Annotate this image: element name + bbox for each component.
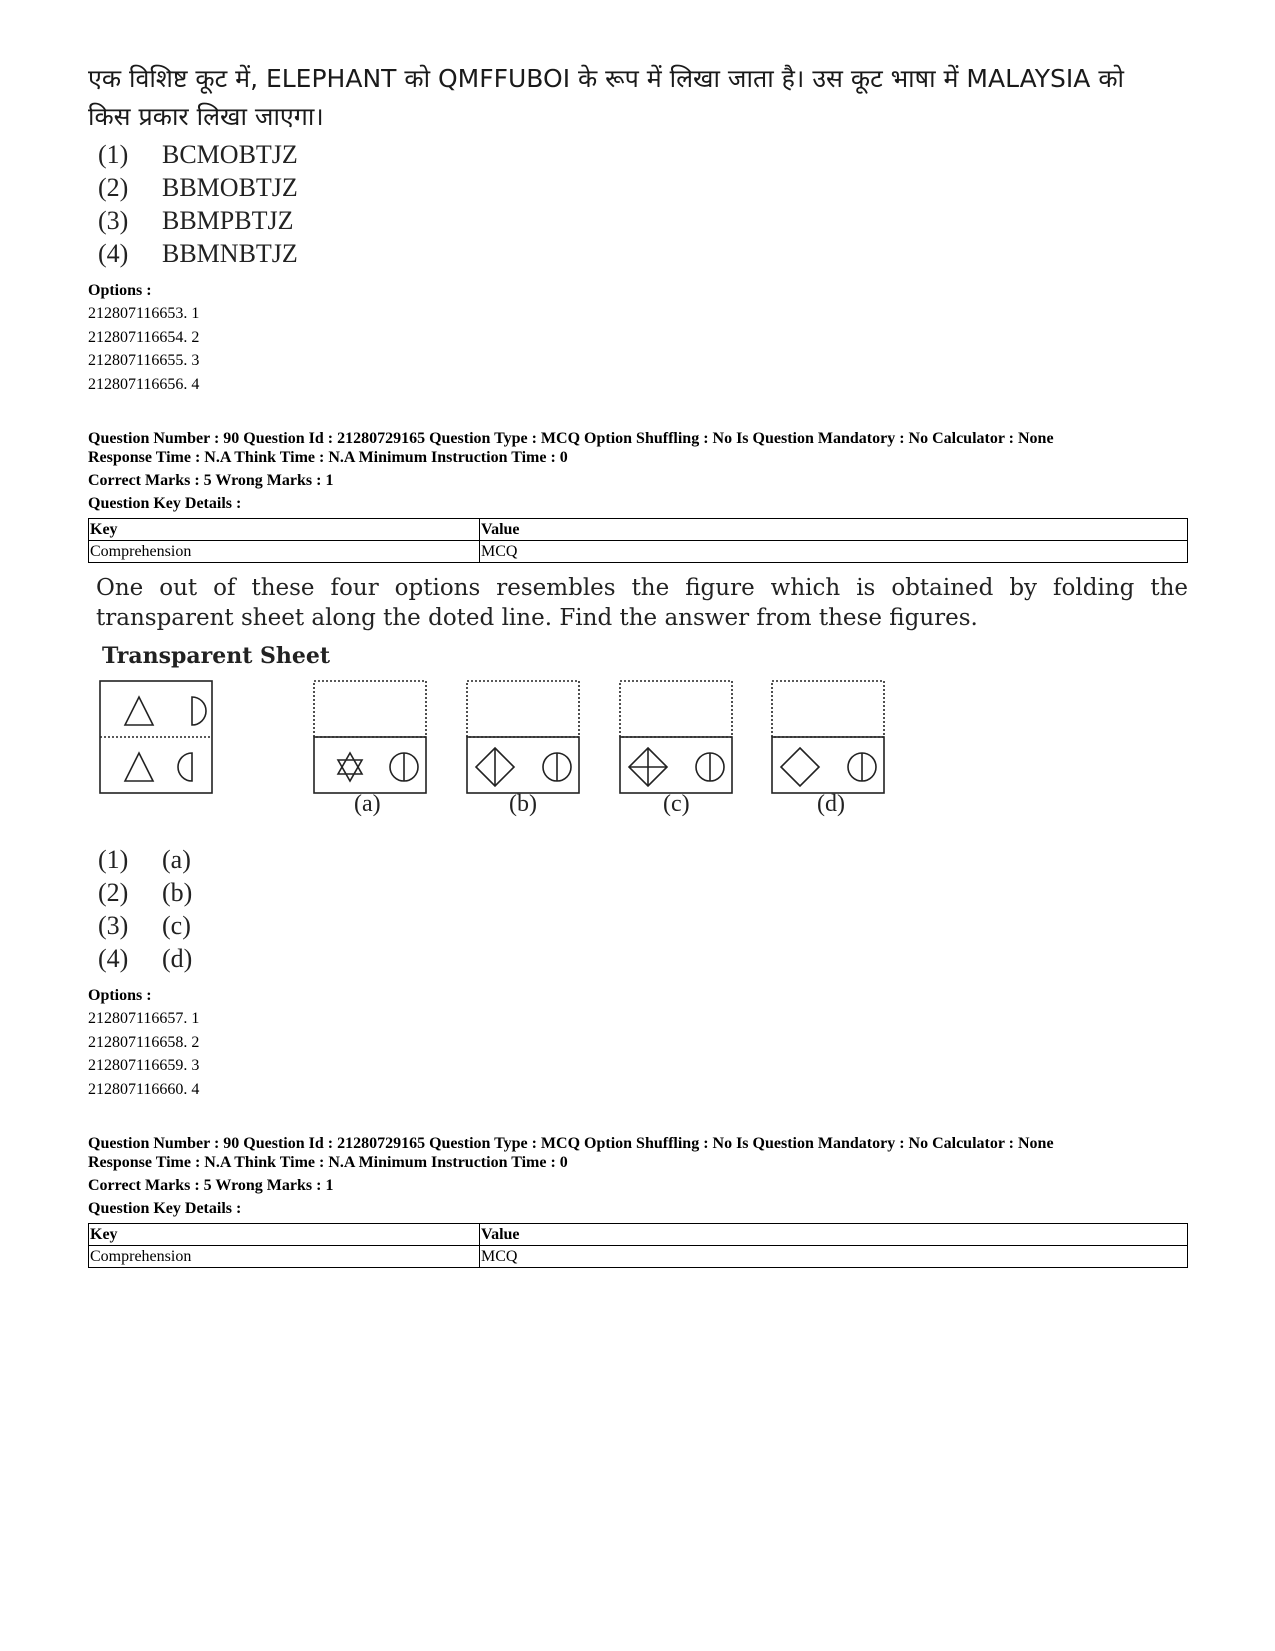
table-cell-key: Comprehension [89,541,480,563]
table-header-row [89,1224,1188,1246]
marks-line: Correct Marks : 5 Wrong Marks : 1 [88,472,334,489]
choice-number: (4) [98,944,129,973]
question-1 [88,60,1188,399]
choice-1 [88,845,1188,878]
options-heading: Options : [88,987,152,1004]
choice-text: BBMPBTJZ [162,206,294,235]
triangle-icon [125,697,153,725]
table-cell-key: Comprehension [89,1246,480,1268]
choice-number: (4) [98,239,129,268]
option-id: 212807116654. 2 [88,328,200,346]
transparent-sheet-figure [100,681,212,793]
diamond-icon [781,748,819,786]
response-time-line: Response Time : N.A Think Time : N.A Minimum Instruction Time : 0 [88,1154,568,1171]
choice-number: (2) [98,878,129,907]
table-cell-value: MCQ [480,1246,1188,1268]
response-time-line: Response Time : N.A Think Time : N.A Minimum Instruction Time : 0 [88,449,568,466]
question-1-stem-line-2: किस प्रकार लिखा जाएगा। [88,102,324,131]
choice-2 [88,878,1188,911]
choice-2 [88,173,1188,206]
table-cell-value: MCQ [480,541,1188,563]
table-header-row [89,519,1188,541]
choice-text: (a) [162,845,191,874]
question-2-choices [88,845,1188,977]
choice-number: (1) [98,140,129,169]
figure-option-d [772,681,884,793]
table-header-value: Value [480,1224,1188,1246]
table-header-key: Key [89,1224,480,1246]
option-id: 212807116660. 4 [88,1080,200,1098]
option-id: 212807116653. 1 [88,305,200,322]
folding-figures [88,673,1188,833]
figure-label-b: (b) [509,791,537,817]
choice-number: (1) [98,845,129,874]
option-id: 212807116655. 3 [88,352,200,369]
question-meta-line: Question Number : 90 Question Id : 21280729165 Question Type : MCQ Option Shuffling : No Is Question Mandatory : No Calculator : None [88,1135,1054,1152]
transparent-sheet-title: Transparent Sheet [102,643,331,669]
question-meta-line: Question Number : 90 Question Id : 21280729165 Question Type : MCQ Option Shuffling : No Is Question Mandatory : No Calculator : None [88,430,1054,447]
choice-text: (d) [162,944,193,973]
document-page [88,60,1188,1268]
choice-text: BBMNBTJZ [162,239,298,268]
figure-option-c [620,681,732,793]
table-row [89,1246,1188,1268]
triangle-icon [125,753,153,781]
marks-line: Correct Marks : 5 Wrong Marks : 1 [88,1177,334,1194]
option-id: 212807116658. 2 [88,1033,200,1051]
choice-number: (2) [98,173,129,202]
choice-text: (c) [162,911,191,940]
table-header-key: Key [89,519,480,541]
half-circle-icon [192,697,206,725]
options-heading: Options : [88,282,152,299]
question-1-stem-line-1: एक विशिष्ट कूट में, ELEPHANT को QMFFUBOI के रूप में लिखा जाता है। उस कूट भाषा में MALAYSIA को [88,64,1125,93]
key-details-table [88,1223,1188,1268]
option-id: 212807116657. 1 [88,1010,200,1027]
choice-3 [88,206,1188,239]
star-icon [338,760,362,781]
figure-label-c: (c) [663,791,690,817]
question-meta-block-2 [88,1134,1188,1268]
figure-label-a: (a) [354,791,381,817]
choice-text: BCMOBTJZ [162,140,298,169]
choice-text: (b) [162,878,193,907]
choice-4 [88,944,1188,977]
option-id: 212807116659. 3 [88,1057,200,1074]
choice-4 [88,239,1188,272]
star-icon [338,753,362,774]
choice-text: BBMOBTJZ [162,173,298,202]
choice-1 [88,140,1188,173]
figure-label-d: (d) [817,791,845,817]
question-meta-block-1 [88,429,1188,563]
choice-number: (3) [98,206,129,235]
figure-option-b [467,681,579,793]
option-id: 212807116656. 4 [88,375,200,393]
figure-option-a [314,681,426,793]
choice-number: (3) [98,911,129,940]
table-header-value: Value [480,519,1188,541]
question-2-stem: One out of these four options resembles the figure which is obtained by folding the transparent sheet along the doted line. Find the answer from these figures. [96,575,1188,631]
folding-figures-drawing [88,673,988,833]
question-1-choices [88,140,1188,272]
key-details-table [88,518,1188,563]
table-row [89,541,1188,563]
question-2 [88,573,1188,1104]
choice-3 [88,911,1188,944]
key-details-heading: Question Key Details : [88,495,242,512]
key-details-heading: Question Key Details : [88,1200,242,1217]
half-circle-icon [178,753,192,781]
